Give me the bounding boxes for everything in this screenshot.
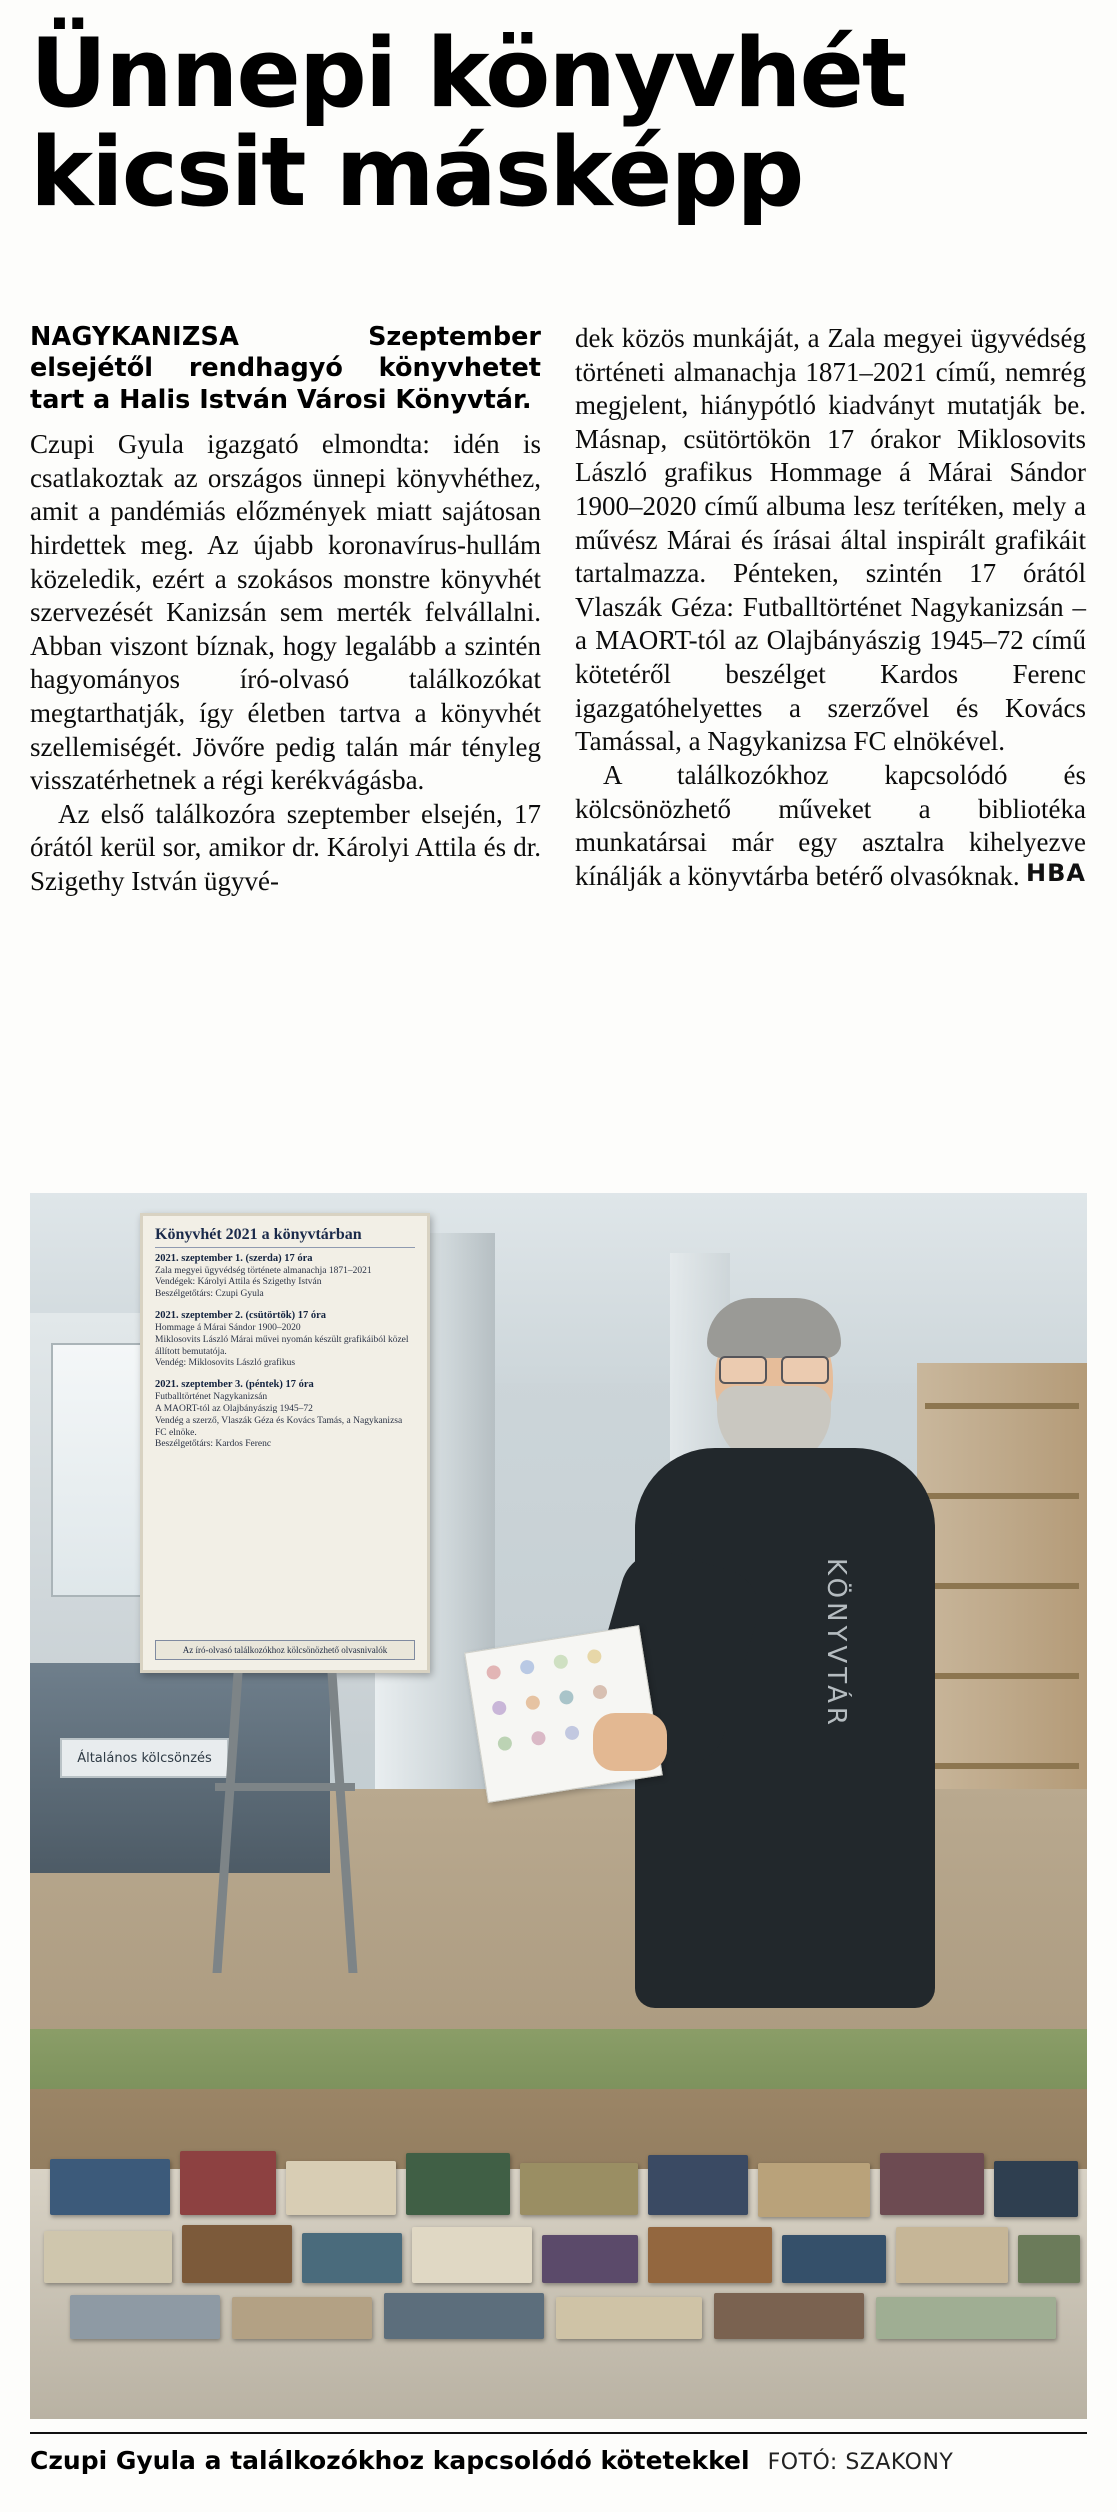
article-columns	[30, 322, 1087, 899]
poster-block-3-line3: Vendég a szerző, Vlaszák Géza és Kovács Tamás, a Nagykanizsa FC elnöke.	[155, 1415, 403, 1438]
photo-caption	[30, 2432, 1087, 2475]
lead-paragraph	[30, 322, 541, 416]
poster-stand-crossbar	[215, 1783, 355, 1791]
library-photo	[30, 1193, 1087, 2419]
poster-stand	[215, 1673, 355, 1973]
poster-block-3-line2: A MAORT-tól az Olajbányászig 1945–72	[155, 1403, 313, 1414]
headline-line-1: Ünnepi könyvhét	[30, 19, 906, 129]
caption-credit: FOTÓ: SZAKONY	[767, 2450, 954, 2475]
poster-block-3-heading: 2021. szeptember 3. (péntek) 17 óra	[155, 1379, 314, 1391]
column-left	[30, 322, 541, 899]
poster-block-2-text: Hommage á Márai Sándor 1900–2020	[155, 1322, 301, 1333]
person-figure	[585, 1308, 985, 2068]
lead-text: Szeptember elsejétől rendhagyó könyvhetet tart a Halis István Városi Könyvtár.	[30, 322, 541, 415]
column-right	[575, 322, 1086, 899]
poster-stand-leg-right	[328, 1673, 358, 1973]
page-title	[30, 19, 1087, 229]
poster-block-1-line2: Vendégek: Károlyi Attila és Szigethy István	[155, 1277, 322, 1288]
poster-block-1	[155, 1253, 415, 1301]
poster-board	[140, 1213, 430, 1673]
person-glasses	[719, 1356, 829, 1380]
person-hand	[593, 1713, 667, 1771]
poster-block-2-line3: Vendég: Miklosovits László grafikus	[155, 1358, 296, 1369]
books-display	[40, 2139, 1076, 2359]
dateline-place: NAGYKANIZSA	[30, 322, 240, 352]
poster-block-1-line3: Beszélgetőtárs: Czupi Gyula	[155, 1289, 264, 1300]
body-paragraph-4: A találkozókhoz kapcsolódó és kölcsönözhető műveket a bibliotéka munkatársai már egy asztalra kihelyezve kínálják a könyvtárba betérő olvasóknak.	[575, 759, 1086, 891]
byline: HBA	[1026, 859, 1086, 888]
poster-stand-leg-left	[213, 1673, 243, 1973]
photo-figure	[30, 1193, 1087, 2419]
poster-footer: Az író-olvasó találkozókhoz kölcsönözhető olvasnivalók	[155, 1640, 415, 1660]
poster-block-1-text: Zala megyei ügyvédség története almanachja 1871–2021	[155, 1265, 372, 1276]
desk-sign: Általános kölcsönzés	[60, 1738, 229, 1778]
poster-block-3	[155, 1379, 415, 1451]
headline-line-2: kicsit másképp	[30, 118, 803, 229]
caption-text: Czupi Gyula a találkozókhoz kapcsolódó kötetekkel	[30, 2446, 750, 2475]
headline-block	[30, 19, 1087, 229]
body-paragraph-1: Czupi Gyula igazgató elmondta: idén is csatlakoztak az országos ünnepi könyvhéthez, amit a pandémiás előzmények miatt sajátosan hirdettek meg. Az újabb koronavírus-hullám közeledik, ezért a szokásos monstre könyvhét szervezését Kanizsán sem merték felvállalni. Abban viszont bíznak, hogy legalább a szintén hagyományos író-olvasó találkozókat megtarthatják, így életben tartva a könyvhét szellemiségét. Jövőre pedig talán már tényleg visszatérhetnek a régi kerékvágásba.	[30, 429, 541, 796]
body-paragraph-2: Az első találkozóra szeptember elsején, 17 órától kerül sor, amikor dr. Károlyi Attila és dr. Szigethy István ügyvé-	[30, 798, 541, 896]
person-hair	[707, 1298, 841, 1358]
poster-block-2	[155, 1310, 415, 1370]
poster-block-2-heading: 2021. szeptember 2. (csütörtök) 17 óra	[155, 1310, 326, 1322]
poster-block-3-line4: Beszélgetőtárs: Kardos Ferenc	[155, 1439, 272, 1450]
poster-block-1-heading: 2021. szeptember 1. (szerda) 17 óra	[155, 1253, 313, 1264]
body-paragraph-3: dek közös munkáját, a Zala megyei ügyvédség történeti almanachja 1871–2021 című, nemrég megjelent, hiánypótló kiadványt mutatják be. Másnap, csütörtökön 17 órakor Miklosovits László grafikus Hommage á Márai Sándor 1900–2020 című albuma lesz terítéken, mely a művész Márai és írásai által inspirált grafikáit tartalmazza. Pénteken, szintén 17 órától Vlaszák Géza: Futballtörténet Nagykanizsán – a MAORT-tól az Olajbányászig 1945–72 című kötetéről beszélget Kardos Ferenc igazgatóhelyettes a szerzővel és Kovács Tamással, a Nagykanizsa FC elnökével.	[575, 323, 1086, 757]
poster-block-2-line2: Miklosovits László Márai művei nyomán készült grafikáiból közel állított bemutatója.	[155, 1334, 409, 1357]
poster-block-3-text: Futballtörténet Nagykanizsán	[155, 1391, 268, 1402]
shirt-text: KÖNYVTÁR	[821, 1558, 851, 1729]
poster-title: Könyvhét 2021 a könyvtárban	[155, 1226, 415, 1248]
